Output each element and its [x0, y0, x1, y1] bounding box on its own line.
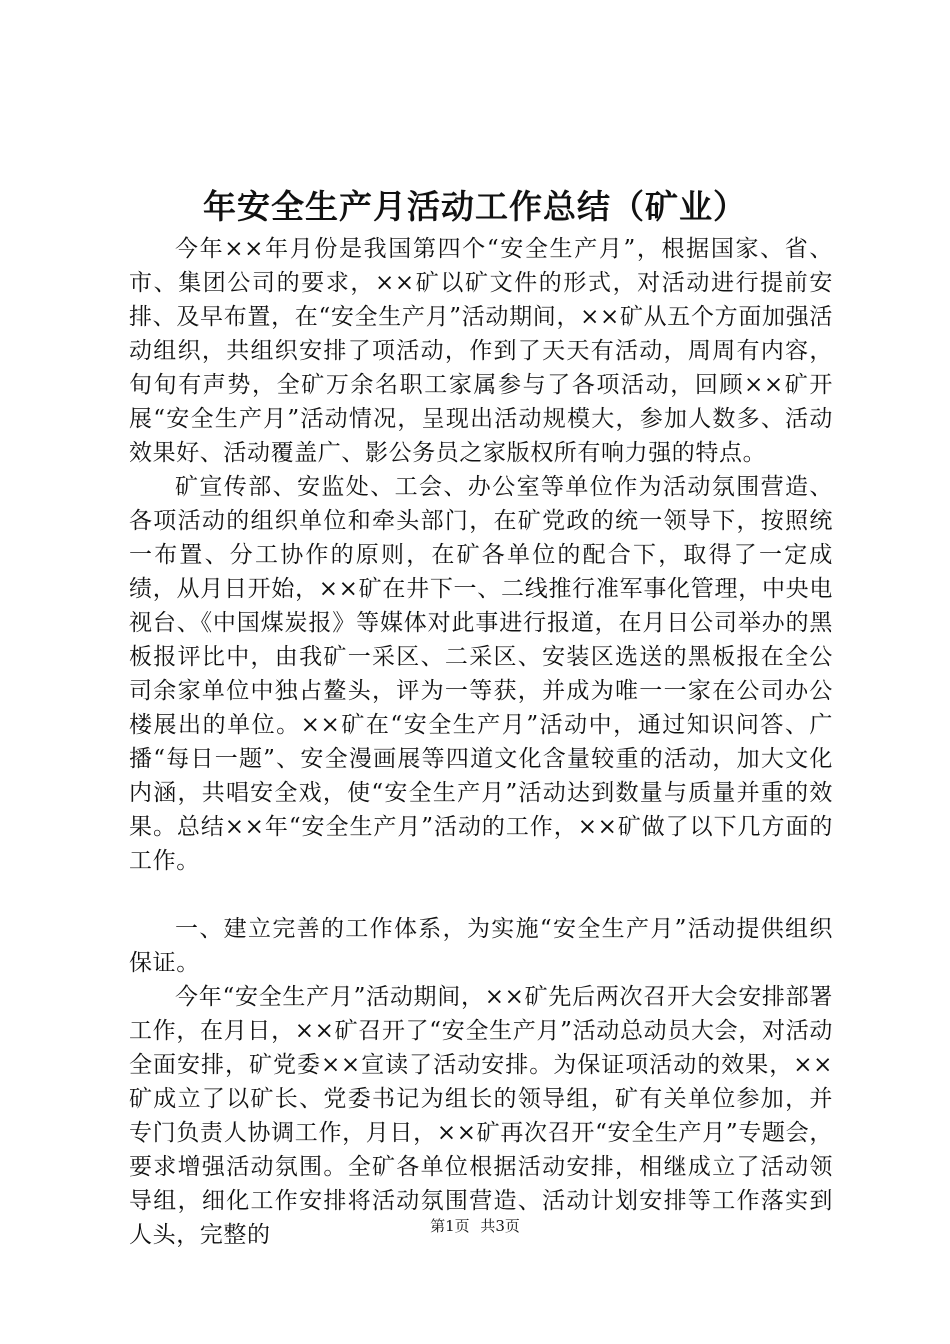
paragraph-section-1: 今年“安全生产月”活动期间，××矿先后两次召开大会安排部署工作，在月日，××矿召开了“安全生产月”活动总动员大会，对活动全面安排，矿党委××宣读了活动安排。为保证项活动的效果，××矿成立了以矿长、党委书记为组长的领导组，矿有关单位参加，并专门负责人协调工作，月日，××矿再次召开“安全生产月”专题会，要求增强活动氛围。全矿各单位根据活动安排，相继成立了活动领导组，细化工作安排将活动氛围营造、活动计划安排等工作落实到人头，完整的 [129, 984, 833, 1248]
section-heading-1: 一、建立完善的工作体系，为实施“安全生产月”活动提供组织保证。 [129, 916, 833, 976]
page-count: 共3页 [480, 1217, 520, 1235]
paragraph-propaganda: 矿宣传部、安监处、工会、办公室等单位作为活动氛围营造、各项活动的组织单位和牵头部门，在矿党政的统一领导下，按照统一布置、分工协作的原则，在矿各单位的配合下，取得了一定成绩，从月日开始，××矿在井下一、二线推行准军事化管理，中央电视台、《中国煤炭报》等媒体对此事进行报道，在月日公司举办的黑板报评比中，由我矿一采区、二采区、安装区选送的黑板报在全公司余家单位中独占鳌头，评为一等获，并成为唯一一家在公司办公楼展出的单位。××矿在“安全生产月”活动中，通过知识问答、广播“每日一题”、安全漫画展等四道文化含量较重的活动，加大文化内涵，共唱安全戏，使“安全生产月”活动达到数量与质量并重的效果。总结××年“安全生产月”活动的工作，××矿做了以下几方面的工作。 [129, 474, 833, 874]
document-body [129, 232, 833, 1252]
paragraph-spacer [129, 878, 833, 912]
page-number: 第1页 [430, 1217, 470, 1235]
paragraph-intro: 今年××年月份是我国第四个“安全生产月”，根据国家、省、市、集团公司的要求，××矿以矿文件的形式，对活动进行提前安排、及早布置，在“安全生产月”活动期间，××矿从五个方面加强活动组织，共组织安排了项活动，作到了天天有活动，周周有内容，旬旬有声势，全矿万余名职工家属参与了各项活动，回顾××矿开展“安全生产月”活动情况，呈现出活动规模大，参加人数多、活动效果好、活动覆盖广、影公务员之家版权所有响力强的特点。 [129, 236, 833, 466]
document-title: 年安全生产月活动工作总结（矿业） [203, 187, 747, 226]
page-footer [0, 1216, 950, 1236]
